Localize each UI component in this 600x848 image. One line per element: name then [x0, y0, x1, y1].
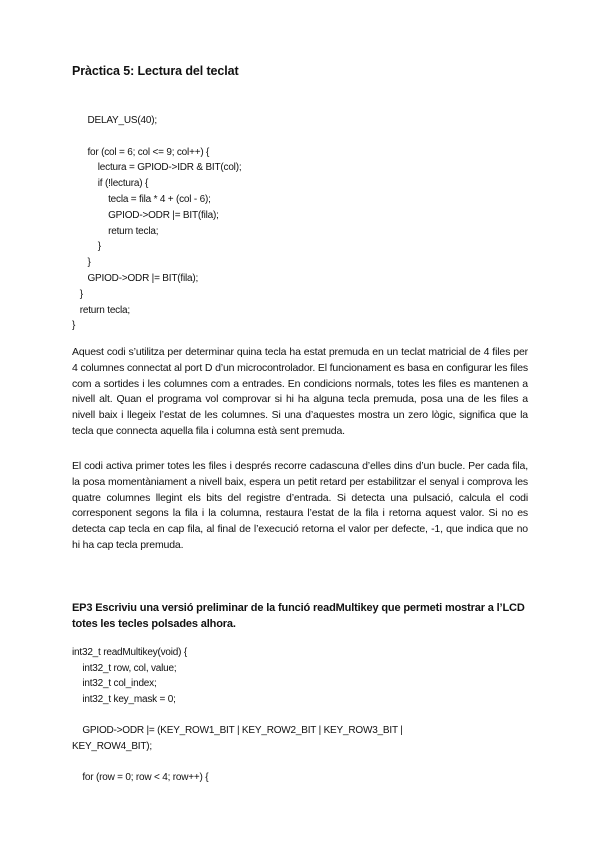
code-block-delay-loop: DELAY_US(40); for (col = 6; col <= 9; col++) { lectura = GPIOD->IDR & BIT(col); if (!lectura) { tecla = fila * 4 + (col - 6); GPIOD->ODR |= BIT(fila); return tecla; } } GPIOD->ODR |= BIT(fila); } return tecla; }	[72, 115, 242, 332]
code-block-readmultikey: int32_t readMultikey(void) { int32_t row, col, value; int32_t col_index; int32_t key_mask = 0; GPIOD->ODR |= (KEY_ROW1_BIT | KEY_ROW2_BIT | KEY_ROW3_BIT | KEY_ROW4_BIT); for (row = 0; row < 4; row++) {	[72, 647, 403, 783]
page-title: Pràctica 5: Lectura del teclat	[72, 64, 239, 78]
paragraph-explanation-1: Aquest codi s’utilitza per determinar quina tecla ha estat premuda en un teclat matricial de 4 files per 4 columnes connectat al port D d’un microcontrolador. El funcionament es basa en configurar les files com a sortides i les columnes com a entrades. En condicions normals, totes les files es mantenen a nivell alt. Quan el programa vol comprovar si hi ha alguna tecla premuda, posa una de les files a nivell baix i llegeix l’estat de les columnes. Si una d’aquestes mostra un zero lògic, significa que la tecla que connecta aquella fila i columna està sent premuda.	[72, 346, 528, 437]
exercise-heading-ep3: EP3 Escriviu una versió preliminar de la funció readMultikey que permeti mostrar a l’LCD totes les tecles polsades alhora.	[72, 602, 525, 630]
paragraph-explanation-2: El codi activa primer totes les files i després recorre cadascuna d’elles dins d’un bucle. Per cada fila, la posa momentàniament a nivell baix, espera un petit retard per estabilitzar el senyal i comprova les quatre columnes llegint els bits del registre d’entrada. Si detecta una pulsació, calcula el codi corresponent segons la fila i la columna, restaura l’estat de la fila i retorna aquest valor. Si no es detecta cap tecla en cap fila, al final de l’execució retorna el valor per defecte, -1, que indica que no hi ha cap tecla premuda.	[72, 460, 528, 551]
